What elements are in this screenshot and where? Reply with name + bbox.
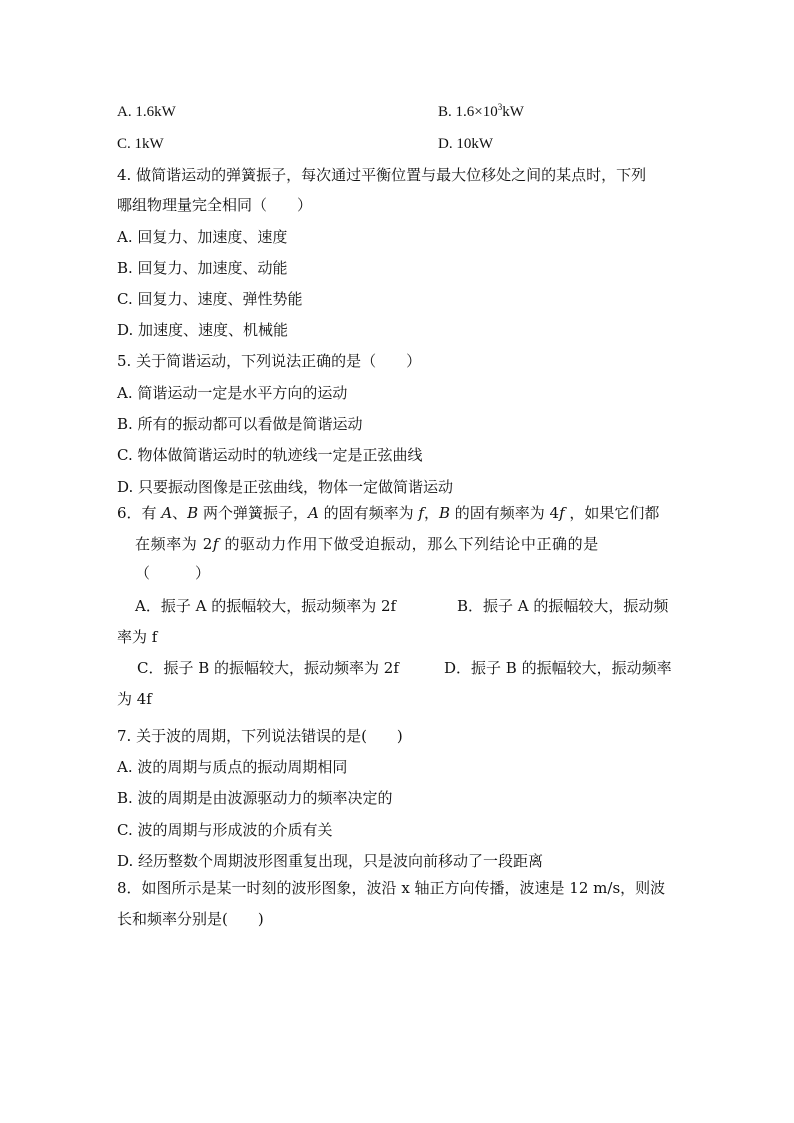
q6-text: ，如果它们都: [564, 504, 660, 522]
q3-option-c: C. 1kW: [117, 136, 164, 152]
q6-text: 6．有: [117, 504, 162, 522]
q5-stem: 5. 关于简谐运动，下列说法正确的是（ ）: [117, 352, 422, 370]
q6-text: 、: [172, 504, 188, 522]
q6-text: ，: [423, 504, 439, 522]
q6-option-d-line2: 为 4f: [117, 690, 152, 708]
q6-var: f: [559, 504, 565, 522]
q7-option-c: C. 波的周期与形成波的介质有关: [117, 821, 333, 839]
q7-option-d: D. 经历整数个周期波形图重复出现，只是波向前移动了一段距离: [117, 852, 544, 870]
q6-text: 的驱动力作用下做受迫振动，那么下列结论中正确的是: [219, 535, 599, 553]
q6-var: B: [438, 504, 450, 522]
q8-stem-line2: 长和频率分别是( ): [117, 910, 264, 928]
q5-option-a: A. 简谐运动一定是水平方向的运动: [117, 384, 348, 402]
q3-option-b: [438, 102, 524, 122]
q6-stem-line1: [117, 503, 659, 523]
q6-option-b-line1: B．振子 A 的振幅较大，振动频: [457, 597, 669, 615]
q8-stem-line1: 8．如图所示是某一时刻的波形图象，波沿 x 轴正方向传播，波速是 12 m/s，则波: [117, 879, 666, 897]
q4-option-d: D. 加速度、速度、机械能: [117, 321, 289, 339]
q7-option-a: A. 波的周期与质点的振动周期相同: [117, 758, 348, 776]
q4-option-a: A. 回复力、加速度、速度: [117, 228, 288, 246]
q3-option-a: A. 1.6kW: [117, 104, 176, 120]
q5-option-d: D. 只要振动图像是正弦曲线，物体一定做简谐运动: [117, 478, 454, 496]
q5-option-c: C. 物体做简谐运动时的轨迹线一定是正弦曲线: [117, 446, 423, 464]
q6-var: f: [212, 535, 220, 553]
q4-option-b: B. 回复力、加速度、动能: [117, 259, 288, 277]
q6-option-c: C．振子 B 的振幅较大，振动频率为 2f: [137, 659, 399, 677]
q6-var: A: [307, 504, 319, 522]
q6-text: 的固有频率为: [318, 504, 419, 522]
q3-option-d: D. 10kW: [438, 136, 493, 152]
q6-text: 的固有频率为 4: [449, 504, 560, 522]
q4-stem-line1: 4. 做简谐运动的弹簧振子，每次通过平衡位置与最大位移处之间的某点时，下列: [117, 166, 647, 184]
q7-stem: 7. 关于波的周期，下列说法错误的是( ): [117, 727, 403, 745]
q6-stem-line2: [135, 534, 599, 554]
q6-var: B: [187, 504, 199, 522]
q6-var: A: [161, 504, 173, 522]
q5-option-b: B. 所有的振动都可以看做是简谐运动: [117, 415, 363, 433]
q7-option-b: B. 波的周期是由波源驱动力的频率决定的: [117, 789, 393, 807]
q6-var: f: [418, 504, 424, 522]
q6-option-b-line2: 率为 f: [117, 628, 158, 646]
q6-text: 两个弹簧振子，: [198, 504, 308, 522]
q6-option-a: A．振子 A 的振幅较大，振动频率为 2f: [135, 597, 397, 615]
q6-text: 在频率为 2: [135, 535, 213, 553]
q6-answer-blank: （ ）: [135, 564, 211, 582]
q4-option-c: C. 回复力、速度、弹性势能: [117, 290, 303, 308]
q3-option-b-exponent: 3: [497, 102, 503, 112]
q3-option-b-unit: kW: [502, 104, 524, 120]
q6-option-d-line1: D．振子 B 的振幅较大，振动频率: [444, 659, 672, 677]
q3-option-b-base: B. 1.6×10: [438, 104, 498, 120]
q4-stem-line2: 哪组物理量完全相同（ ）: [117, 196, 313, 214]
